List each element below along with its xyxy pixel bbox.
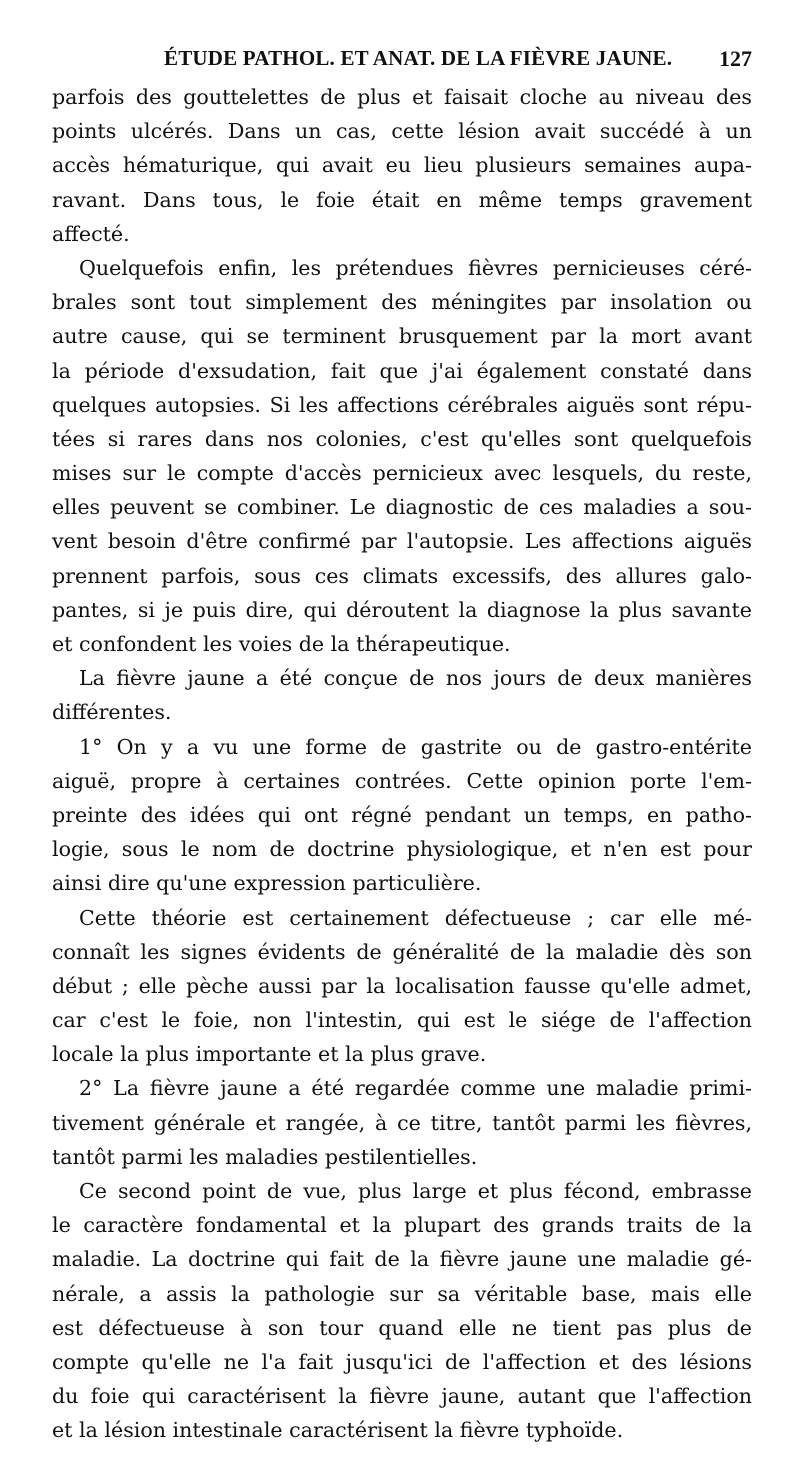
text-line: et la lésion intestinale caractérisent la fièvre typhoïde. (52, 1418, 624, 1443)
text-line: ravant. Dans tous, le foie était en même temps gravement (52, 187, 752, 212)
text-line: vent besoin d'être confirmé par l'autopsie. Les affections aiguës (52, 529, 752, 554)
text-line: Quelquefois enfin, les prétendues fièvres pernicieuses céré- (79, 255, 752, 280)
text-line: le caractère fondamental et la plupart des grands traits de la (52, 1213, 752, 1238)
text-line: 2° La fièvre jaune a été regardée comme une maladie primi- (79, 1076, 752, 1101)
text-line: 1° On y a vu une forme de gastrite ou de gastro-entérite (79, 734, 752, 759)
text-line: mises sur le compte d'accès pernicieux avec lesquels, du reste, (52, 461, 752, 486)
text-line: brales sont tout simplement des méningites par insolation ou (52, 290, 752, 315)
text-line: points ulcérés. Dans un cas, cette lésion avait succédé à un (52, 119, 752, 144)
text-line: pantes, si je puis dire, qui déroutent la diagnose la plus savante (52, 597, 752, 622)
text-line: car c'est le foie, non l'intestin, qui est le siége de l'affection (52, 1008, 752, 1033)
text-line: elles peuvent se combiner. Le diagnostic de ces maladies a sou- (52, 495, 752, 520)
text-line: du foie qui caractérisent la fièvre jaune, autant que l'affection (52, 1384, 752, 1409)
running-head (52, 46, 752, 76)
text-line: Cette théorie est certainement défectueuse ; car elle mé- (79, 905, 752, 930)
text-line: maladie. La doctrine qui fait de la fièvre jaune une maladie gé- (52, 1247, 752, 1272)
text-line: affecté. (52, 221, 130, 246)
text-line: accès hématurique, qui avait eu lieu plusieurs semaines aupa- (52, 153, 752, 178)
text-line: aiguë, propre à certaines contrées. Cette opinion porte l'em- (52, 768, 752, 793)
text-line: connaît les signes évidents de généralité de la maladie dès son (52, 939, 752, 964)
text-line: tées si rares dans nos colonies, c'est qu'elles sont quelquefois (52, 426, 752, 451)
text-line: tantôt parmi les maladies pestilentielles. (52, 1144, 478, 1169)
text-line: et confondent les voies de la thérapeutique. (52, 632, 511, 656)
text-line: autre cause, qui se terminent brusquement par la mort avant (52, 324, 752, 349)
text-line: début ; elle pèche aussi par la localisation fausse qu'elle admet, (52, 973, 752, 998)
text-line: compte qu'elle ne l'a fait jusqu'ici de l'affection et des lésions (52, 1349, 752, 1374)
text-line: parfois des gouttelettes de plus et faisait cloche au niveau des (52, 85, 752, 109)
page-number: 127 (719, 46, 752, 71)
text-line: logie, sous le nom de doctrine physiologique, et n'en est pour (52, 837, 752, 862)
text-line: est défectueuse à son tour quand elle ne tient pas plus de (52, 1315, 752, 1340)
text-line: locale la plus importante et la plus grave. (52, 1042, 487, 1067)
text-line: preinte des idées qui ont régné pendant un temps, en patho- (52, 802, 752, 827)
text-line: tivement générale et rangée, à ce titre, tantôt parmi les fièvres, (52, 1110, 752, 1135)
text-line: ainsi dire qu'une expression particulière. (52, 871, 482, 896)
text-line: quelques autopsies. Si les affections cérébrales aiguës sont répu- (52, 392, 752, 417)
text-line: différentes. (52, 700, 172, 725)
body-text (52, 80, 752, 1448)
text-line: la période d'exsudation, fait que j'ai également constaté dans (52, 358, 752, 383)
running-title: ÉTUDE PATHOL. ET ANAT. DE LA FIÈVRE JAUNE. (164, 46, 673, 70)
text-line: La fièvre jaune a été conçue de nos jours de deux manières (79, 666, 752, 691)
text-line: Ce second point de vue, plus large et plus fécond, embrasse (79, 1179, 752, 1203)
text-line: nérale, a assis la pathologie sur sa véritable base, mais elle (52, 1281, 752, 1306)
text-line: prennent parfois, sous ces climats excessifs, des allures galo- (52, 563, 752, 588)
